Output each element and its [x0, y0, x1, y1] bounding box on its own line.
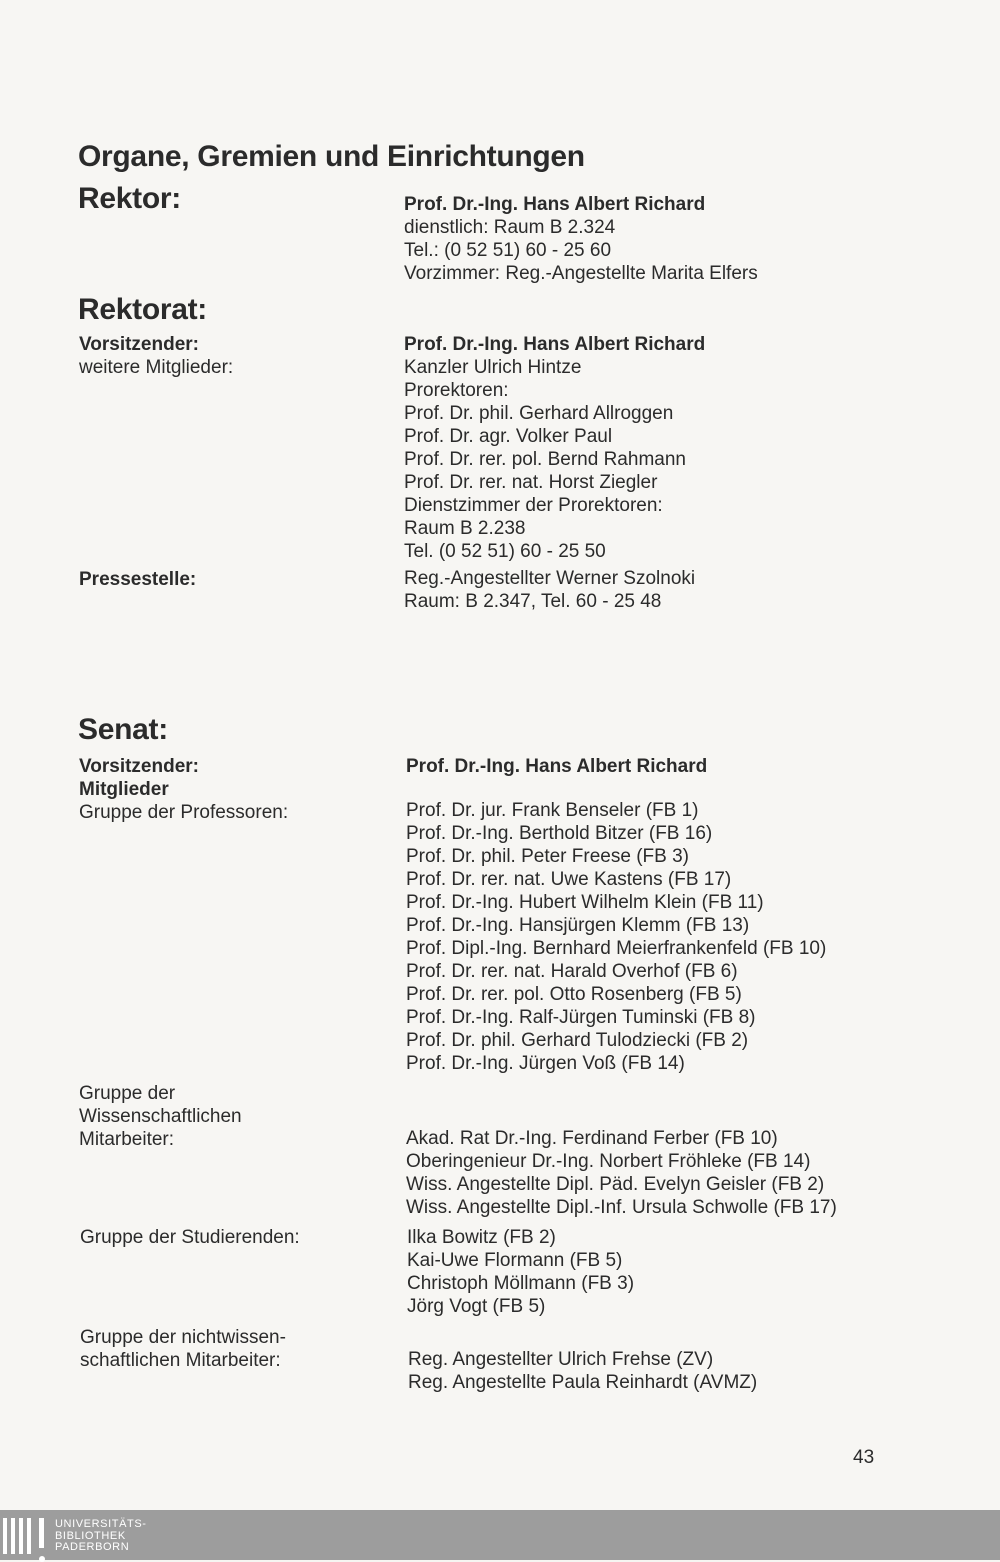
- list-item: Ilka Bowitz (FB 2): [407, 1227, 556, 1248]
- rektorat-details: [404, 333, 964, 563]
- rektorat-mitglieder-label: weitere Mitglieder:: [79, 357, 234, 378]
- list-item: Prorektoren:: [404, 380, 509, 401]
- list-item: Prof. Dr. rer. pol. Bernd Rahmann: [404, 449, 686, 470]
- list-item: Raum: B 2.347, Tel. 60 - 25 48: [404, 591, 662, 612]
- list-item: Prof. Dr.-Ing. Hans Albert Richard: [404, 334, 706, 355]
- list-item: Raum B 2.238: [404, 518, 526, 539]
- list-item: Jörg Vogt (FB 5): [407, 1296, 546, 1317]
- list-item: Prof. Dr.-Ing. Ralf-Jürgen Tuminski (FB 8): [406, 1007, 756, 1028]
- list-item: Prof. Dr.-Ing. Hansjürgen Klemm (FB 13): [406, 915, 750, 936]
- list-item: Prof. Dr. rer. nat. Harald Overhof (FB 6): [406, 961, 738, 982]
- list-item: Christoph Möllmann (FB 3): [407, 1273, 635, 1294]
- studierende-list: [407, 1226, 967, 1318]
- list-item: Prof. Dr.-Ing. Jürgen Voß (FB 14): [406, 1053, 685, 1074]
- rektor-name: Prof. Dr.-Ing. Hans Albert Richard: [404, 194, 706, 215]
- senat-heading: Senat:: [78, 713, 168, 746]
- list-item: Dienstzimmer der Prorektoren:: [404, 495, 663, 516]
- wiss-mitarbeiter-label: Gruppe der Wissenschaftlichen Mitarbeiter:: [79, 1083, 242, 1150]
- professoren-list: [406, 799, 966, 1075]
- list-item: Akad. Rat Dr.-Ing. Ferdinand Ferber (FB 10): [406, 1128, 778, 1149]
- list-item: Wiss. Angestellte Dipl.-Inf. Ursula Schwolle (FB 17): [406, 1197, 837, 1218]
- library-name: UNIVERSITÄTS- BIBLIOTHEK PADERBORN: [55, 1518, 147, 1553]
- rektor-office: Vorzimmer: Reg.-Angestellte Marita Elfers: [404, 263, 758, 284]
- list-item: Prof. Dr. jur. Frank Benseler (FB 1): [406, 800, 699, 821]
- nichtwiss-mitarbeiter-list: [408, 1348, 968, 1394]
- nichtwiss-mitarbeiter-label: Gruppe der nichtwissen- schaftlichen Mitarbeiter:: [80, 1327, 286, 1371]
- list-item: Prof. Dipl.-Ing. Bernhard Meierfrankenfeld (FB 10): [406, 938, 827, 959]
- list-item: Prof. Dr. phil. Gerhard Allroggen: [404, 403, 674, 424]
- rektorat-heading: Rektorat:: [78, 293, 207, 326]
- senat-mitglieder-label: Mitglieder: [79, 779, 169, 800]
- list-item: Prof. Dr. rer. nat. Horst Ziegler: [404, 472, 658, 493]
- pressestelle-label: Pressestelle:: [79, 569, 197, 590]
- list-item: Prof. Dr. rer. nat. Uwe Kastens (FB 17): [406, 869, 732, 890]
- library-footer: [0, 1510, 1000, 1560]
- list-item: Reg.-Angestellter Werner Szolnoki: [404, 568, 696, 589]
- list-item: Prof. Dr.-Ing. Berthold Bitzer (FB 16): [406, 823, 713, 844]
- rektor-room: dienstlich: Raum B 2.324: [404, 217, 616, 238]
- page-title: Organe, Gremien und Einrichtungen: [78, 140, 585, 173]
- senat-vorsitz-label: Vorsitzender:: [79, 756, 200, 777]
- list-item: Tel. (0 52 51) 60 - 25 50: [404, 541, 606, 562]
- list-item: Reg. Angestellte Paula Reinhardt (AVMZ): [408, 1372, 758, 1393]
- rektorat-vorsitz-label: Vorsitzender:: [79, 334, 200, 355]
- wiss-mitarbeiter-list: [406, 1127, 966, 1219]
- pressestelle-details: [404, 567, 964, 613]
- studierende-label: Gruppe der Studierenden:: [80, 1227, 300, 1248]
- list-item: Kanzler Ulrich Hintze: [404, 357, 582, 378]
- rektor-phone: Tel.: (0 52 51) 60 - 25 60: [404, 240, 612, 261]
- list-item: Prof. Dr. rer. pol. Otto Rosenberg (FB 5): [406, 984, 742, 1005]
- page-number: 43: [853, 1447, 875, 1468]
- rektor-heading: Rektor:: [78, 182, 181, 215]
- library-barcode-icon: [3, 1518, 43, 1554]
- senat-vorsitz-name: Prof. Dr.-Ing. Hans Albert Richard: [406, 756, 708, 777]
- list-item: Prof. Dr.-Ing. Hubert Wilhelm Klein (FB 11): [406, 892, 764, 913]
- list-item: Prof. Dr. phil. Gerhard Tulodziecki (FB 2): [406, 1030, 749, 1051]
- list-item: Reg. Angestellter Ulrich Frehse (ZV): [408, 1349, 714, 1370]
- list-item: Prof. Dr. phil. Peter Freese (FB 3): [406, 846, 689, 867]
- senat-vorsitz: [406, 755, 966, 778]
- list-item: Prof. Dr. agr. Volker Paul: [404, 426, 613, 447]
- list-item: Kai-Uwe Flormann (FB 5): [407, 1250, 623, 1271]
- list-item: Oberingenieur Dr.-Ing. Norbert Fröhleke (FB 14): [406, 1151, 811, 1172]
- list-item: Wiss. Angestellte Dipl. Päd. Evelyn Geisler (FB 2): [406, 1174, 825, 1195]
- rektor-details: [404, 193, 964, 285]
- professoren-label: Gruppe der Professoren:: [79, 802, 289, 823]
